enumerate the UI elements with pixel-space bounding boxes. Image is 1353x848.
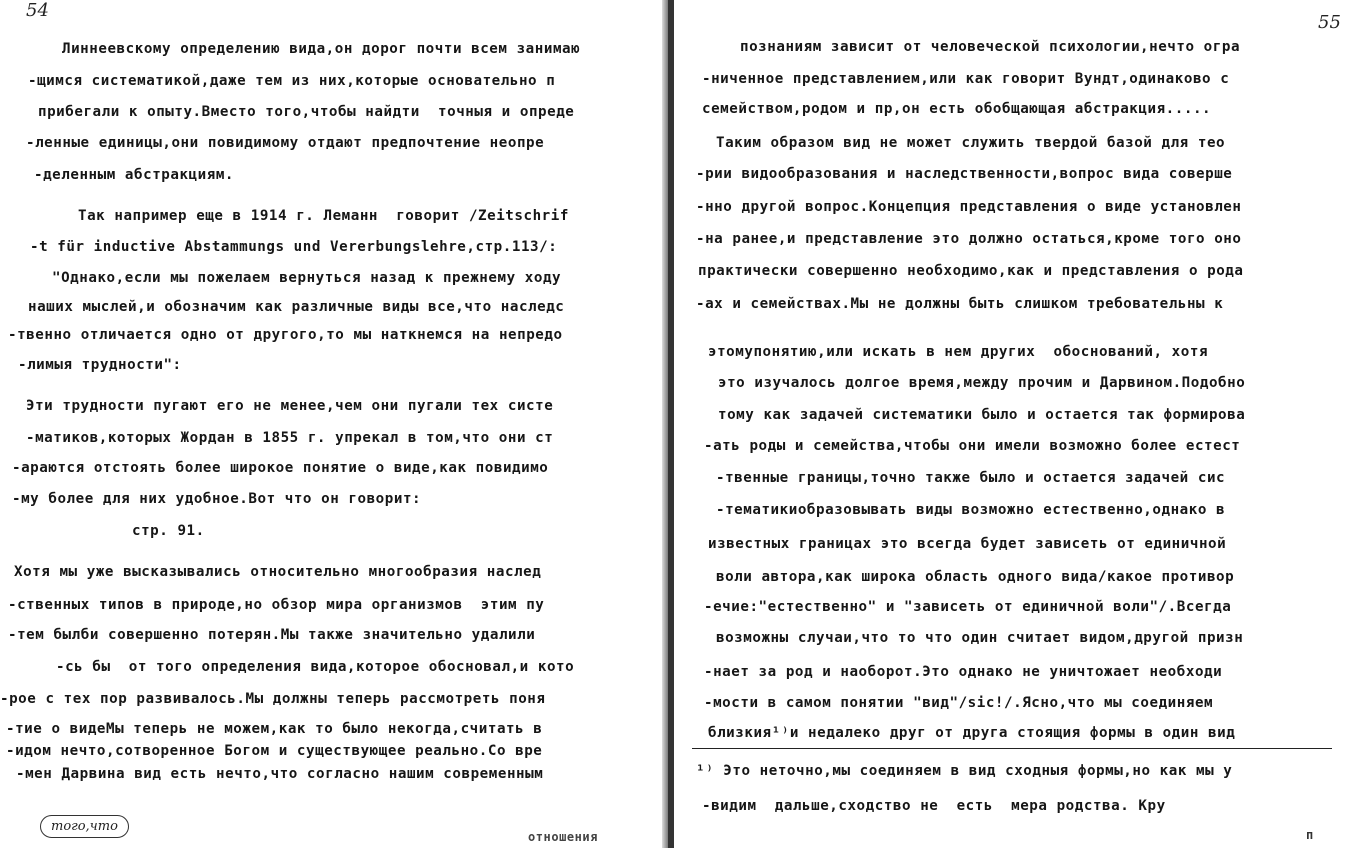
text-line: Хотя мы уже высказывались относительно многообразия наслед bbox=[14, 564, 542, 580]
text-line: -мен Дарвина вид есть нечто,что согласно нашим современным bbox=[16, 766, 544, 782]
footnote-rule bbox=[692, 748, 1332, 749]
text-line: -тем былби совершенно потерян.Мы также значительно удалили bbox=[8, 627, 536, 643]
handwritten-note: того,что bbox=[40, 815, 129, 838]
text-line: -рое с тех пор развивалось.Мы должны теперь рассмотреть поня bbox=[0, 691, 546, 707]
text-line: -рии видообразования и наследственности,вопрос вида соверше bbox=[696, 166, 1233, 182]
text-line: семейством,родом и пр,он есть обобщающая абстракция..... bbox=[702, 101, 1212, 117]
text-line: -ленные единицы,они повидимому отдают предпочтение неопре bbox=[26, 135, 545, 151]
text-line: -тематикиобразовывать виды возможно естественно,однако в bbox=[716, 502, 1226, 518]
text-line: стр. 91. bbox=[132, 523, 205, 539]
text-line: -матиков,которых Жордан в 1855 г. упрекал в том,что они ст bbox=[26, 430, 554, 446]
right-page bbox=[668, 0, 1353, 848]
text-line: -мости в самом понятии "вид"/sic!/.Ясно,что мы соединяем bbox=[704, 695, 1214, 711]
text-line: известных границах это всегда будет зависеть от единичной bbox=[708, 536, 1227, 552]
text-line: -лимыя трудности": bbox=[18, 357, 182, 373]
text-line: -сь бы от того определения вида,которое обосновал,и кото bbox=[56, 659, 575, 675]
text-line: -ать роды и семейства,чтобы они имели возможно более естест bbox=[704, 438, 1241, 454]
text-line: -нает за род и наоборот.Это однако не уничтожает необходи bbox=[704, 664, 1223, 680]
text-line: этомупонятию,или искать в нем других обоснований, хотя bbox=[708, 344, 1209, 360]
text-line: Таким образом вид не может служить твердой базой для тео bbox=[716, 135, 1226, 151]
text-line: воли автора,как широка область одного вида/какое противор bbox=[716, 569, 1235, 585]
text-line: Линнеевскому определению вида,он дорог почти всем занимаю bbox=[62, 41, 581, 57]
footnote-line: -видим дальше,сходство не есть мера родства. Кру bbox=[702, 798, 1166, 814]
text-line: -щимся систематикой,даже тем из них,которые основательно п bbox=[28, 73, 556, 89]
text-line: -нно другой вопрос.Концепция представления о виде установлен bbox=[696, 199, 1242, 215]
page-number-right: 55 bbox=[1318, 12, 1341, 33]
text-line: -идом нечто,сотворенное Богом и существующее реально.Со вре bbox=[6, 743, 543, 759]
text-line: -ственных типов в природе,но обзор мира организмов этим пу bbox=[8, 597, 545, 613]
text-line: -ниченное представлением,или как говорит Вундт,одинаково с bbox=[702, 71, 1230, 87]
text-line: -му более для них удобное.Вот что он говорит: bbox=[12, 491, 422, 507]
text-line: прибегали к опыту.Вместо того,чтобы найдти точныя и опреде bbox=[38, 104, 575, 120]
text-line: "Однако,если мы пожелаем вернуться назад к прежнему ходу bbox=[52, 270, 562, 286]
text-line: -t für inductive Abstammungs und Vererbungslehre,стр.113/: bbox=[30, 239, 558, 255]
text-line: -твенно отличается одно от другого,то мы наткнемся на непредо bbox=[8, 327, 563, 343]
text-line: -араются отстоять более широкое понятие о виде,как повидимо bbox=[12, 460, 549, 476]
edge-letter: п bbox=[1306, 828, 1314, 842]
text-line: познаниям зависит от человеческой психологии,нечто огра bbox=[740, 39, 1241, 55]
text-line: -на ранее,и представление это должно остаться,кроме того оно bbox=[696, 231, 1242, 247]
footnote-line: ¹⁾ Это неточно,мы соединяем в вид сходныя формы,но как мы у bbox=[696, 763, 1233, 779]
text-line: тому как задачей систематики было и остается так формирова bbox=[718, 407, 1246, 423]
text-line: -деленным абстракциям. bbox=[34, 167, 235, 183]
text-line: -тие о видеМы теперь не можем,как то было некогда,считать в bbox=[6, 721, 543, 737]
text-line: -ах и семействах.Мы не должны быть слишком требовательны к bbox=[696, 296, 1224, 312]
left-page bbox=[0, 0, 668, 848]
text-line: практически совершенно необходимо,как и представления о рода bbox=[698, 263, 1244, 279]
text-line: наших мыслей,и обозначим как различные виды все,что наследс bbox=[28, 299, 565, 315]
text-line: близкия¹⁾и недалеко друг от друга стоящия формы в один вид bbox=[708, 725, 1236, 741]
text-line: возможны случаи,что то что один считает видом,другой призн bbox=[716, 630, 1244, 646]
text-fragment: отношения bbox=[528, 830, 598, 844]
text-line: -твенные границы,точно также было и остается задачей сис bbox=[716, 470, 1226, 486]
text-line: Эти трудности пугают его не менее,чем они пугали тех систе bbox=[26, 398, 554, 414]
text-line: это изучалось долгое время,между прочим и Дарвином.Подобно bbox=[718, 375, 1246, 391]
text-line: -ечие:"естественно" и "зависеть от единичной воли"/.Всегда bbox=[704, 599, 1232, 615]
text-line: Так например еще в 1914 г. Леманн говорит /Zeitschrif bbox=[78, 208, 569, 224]
page-number-left: 54 bbox=[26, 0, 49, 21]
